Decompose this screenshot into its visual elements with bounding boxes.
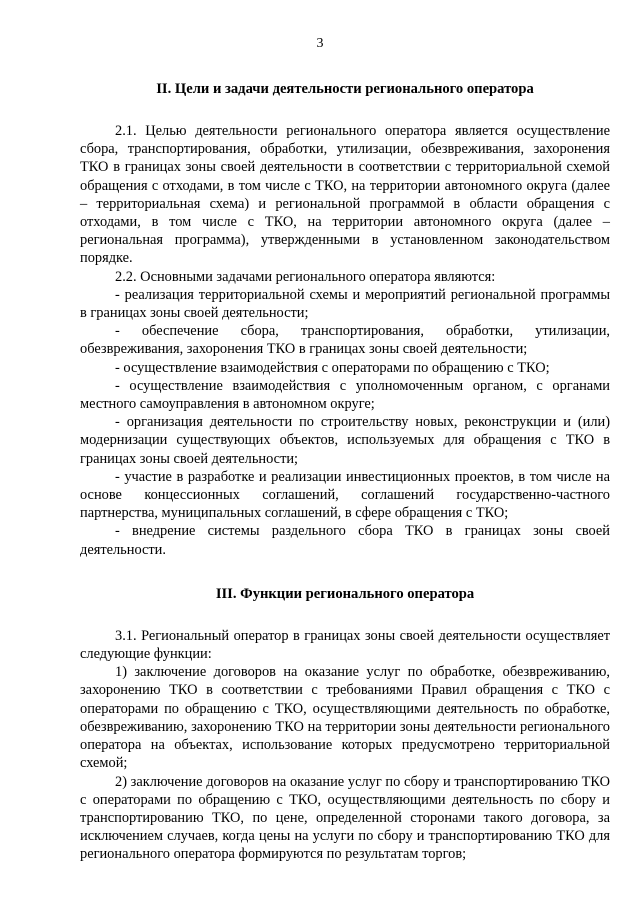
task-item: - реализация территориальной схемы и мероприятий региональной программы в границах зоны своей деятельности; xyxy=(80,286,610,322)
task-item: - обеспечение сбора, транспортирования, обработки, утилизации, обезвреживания, захоронения ТКО в границах зоны своей деятельности; xyxy=(80,323,610,358)
section-3-heading: III. Функции регионального оператора xyxy=(215,585,475,602)
task-item: - внедрение системы раздельного сбора ТКО в границах зоны своей деятельности. xyxy=(80,523,610,558)
function-item: 1) заключение договоров на оказание услуг по обработке, обезвреживанию, захоронению ТКО в соответствии с требованиями Правил обращения с ТКО с операторами по обращению с ТКО, осуществляющими деятельность по обработке, обезвреживанию, захоронению ТКО на территории зоны деятельности регионального оператора на объектах, использование которых предусмотрено территориальной схемой; xyxy=(80,664,610,772)
paragraph-2-2: 2.2. Основными задачами регионального оператора являются: xyxy=(115,268,496,285)
task-item: - участие в разработке и реализации инвестиционных проектов, в том числе на основе концессионных соглашений, соглашений государственно-частного партнерства, муниципальных соглашений, в сфере обращения с ТКО; xyxy=(80,468,610,522)
section-2-heading: II. Цели и задачи деятельности регионального оператора xyxy=(156,81,534,97)
task-item: - организация деятельности по строительству новых, реконструкции и (или) модернизации существующих объектов, используемых для обращения с ТКО в границах зоны своей деятельности; xyxy=(80,414,610,467)
function-item: 2) заключение договоров на оказание услуг по сбору и транспортированию ТКО с операторами по обращению с ТКО, осуществляющими деятельность по сбору и транспортированию ТКО, по цене, определенной сторонами такого договора, за исключением случаев, когда цены на услуги по сбору и транспортированию ТКО для регионального оператора формируются по результатам торгов; xyxy=(80,773,610,863)
task-item: - осуществление взаимодействия с операторами по обращению с ТКО; xyxy=(115,359,550,376)
paragraph-3-1: 3.1. Региональный оператор в границах зоны своей деятельности осуществляет следующие функции: xyxy=(80,627,610,663)
paragraph-2-1: 2.1. Целью деятельности регионального оператора является осуществление сбора, транспортирования, обработки, утилизации, обезвреживания, захоронения ТКО в границах зоны своей деятельности в соответствии с территориальной схемой обращения с отходами, в том числе с ТКО, на территории автономного округа (далее – территориальная схема) и региональной программой в области обращения с отходами, в том числе с ТКО, на территории автономного округа (далее – региональная программа), утвержденными в установленном законодательством порядке. xyxy=(80,123,610,267)
task-item: - осуществление взаимодействия с уполномоченным органом, с органами местного самоуправления в автономном округе; xyxy=(80,377,610,413)
page-number: 3 xyxy=(316,36,324,51)
document-body xyxy=(80,80,610,864)
